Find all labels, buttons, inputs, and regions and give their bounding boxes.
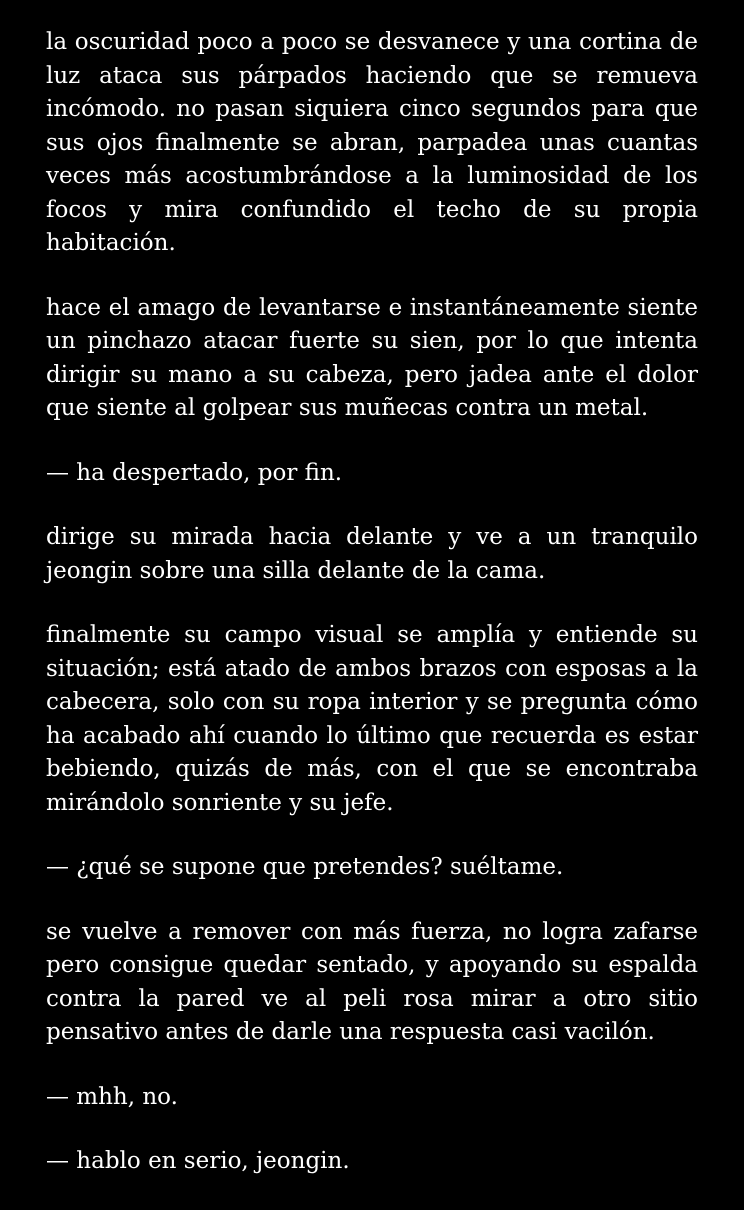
dialogue-line: — hablo en serio, jeongin.	[46, 1148, 350, 1174]
story-text	[46, 26, 698, 1210]
paragraph-jeongin-chair: dirige su mirada hacia delante y ve a un tranquilo jeongin sobre una silla delante de la cama.	[46, 524, 698, 584]
paragraph-situation: finalmente su campo visual se amplía y entiende su situación; está atado de ambos brazos con esposas a la cabecera, solo con su ropa interior y se pregunta cómo ha acabado ahí cuando lo último que recuerda es estar bebiendo, quizás de más, con el que se encontraba mirándolo sonriente y su jefe.	[46, 622, 698, 816]
paragraph-restrained: hace el amago de levantarse e instantáneamente siente un pinchazo atacar fuerte su sien, por lo que intenta dirigir su mano a su cabeza, pero jadea ante el dolor que siente al golpear sus muñecas contra un metal.	[46, 294, 698, 421]
paragraph-awakening: la oscuridad poco a poco se desvanece y una cortina de luz ataca sus párpados haciendo que se remueva incómodo. no pasan siquiera cinco segundos para que sus ojos finalmente se abran, parpadea unas cuantas veces más acostumbrándose a la luminosidad de los focos y mira confundido el techo de su propia habitación.	[46, 29, 698, 256]
dialogue-line: — ha despertado, por fin.	[46, 459, 343, 486]
dialogue-line: — ¿qué se supone que pretendes? suéltame.	[46, 854, 564, 880]
dialogue-line: — mhh, no.	[46, 1083, 178, 1110]
paragraph-sitting-up: se vuelve a remover con más fuerza, no logra zafarse pero consigue quedar sentado, y apoyando su espalda contra la pared ve al peli rosa mirar a otro sitio pensativo antes de darle una respuesta casi vacilón.	[46, 918, 698, 1045]
